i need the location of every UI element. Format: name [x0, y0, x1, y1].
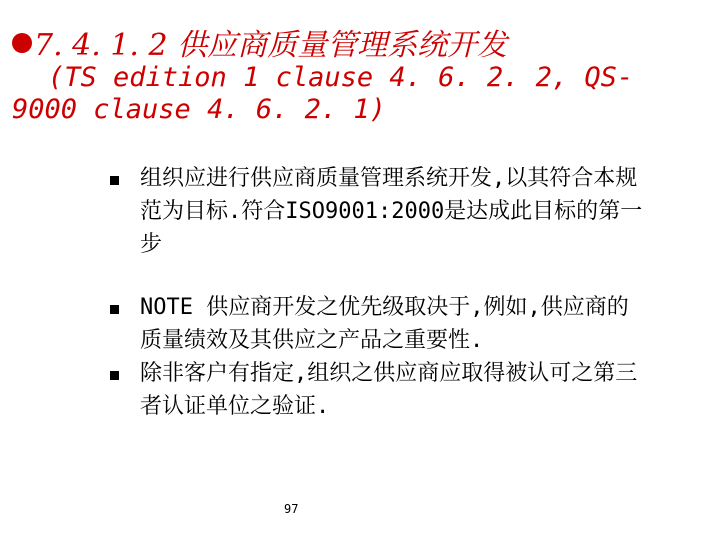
bullet-item-1	[110, 162, 650, 261]
title-text-1: 7. 4. 1. 2 供应商质量管理系统开发	[34, 28, 508, 63]
square-bullet-icon	[110, 371, 119, 380]
title-line-1	[12, 30, 712, 62]
title-line-2: (TS edition 1 clause 4. 6. 2. 2, QS-	[48, 62, 634, 93]
bullet-text-3: 除非客户有指定,组织之供应商应取得被认可之第三者认证单位之验证.	[140, 361, 638, 419]
square-bullet-icon	[110, 305, 119, 314]
slide-title	[12, 30, 712, 126]
bullet-list	[110, 162, 650, 423]
bullet-text-1: 组织应进行供应商质量管理系统开发,以其符合本规范为目标.符合ISO9001:2000是达成此目标的第一步	[140, 166, 643, 257]
page-number: 97	[284, 502, 299, 516]
bullet-text-2: NOTE 供应商开发之优先级取决于,例如,供应商的质量绩效及其供应之产品之重要性.	[140, 295, 629, 353]
bullet-item-2	[110, 291, 650, 357]
square-bullet-icon	[110, 176, 119, 185]
bullet-dot-icon	[12, 33, 32, 53]
bullet-item-3	[110, 357, 650, 423]
title-line-3: 9000 clause 4. 6. 2. 1)	[12, 94, 386, 125]
